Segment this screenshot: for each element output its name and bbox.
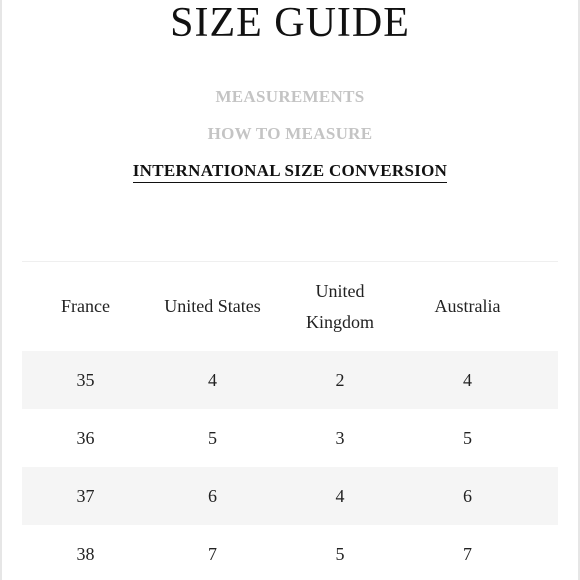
column-header-spacer [531,262,558,351]
size-conversion-table-container [22,261,558,580]
cell-united-kingdom: 5 [335,543,345,564]
cell-france: 35 [76,369,95,390]
column-header-united-kingdom [276,262,404,351]
tab-how-to-measure-label: HOW TO MEASURE [207,124,373,143]
column-header-united-kingdom-line2: Kingdom [305,311,374,332]
tab-measurements-label: MEASUREMENTS [215,87,365,106]
cell-united-states: 4 [208,369,217,390]
cell-france: 36 [76,427,95,448]
cell-france: 37 [76,485,95,506]
cell-spacer [531,467,558,525]
tab-international-size-conversion-label: INTERNATIONAL SIZE CONVERSION [133,161,447,183]
cell-united-states: 7 [208,543,217,564]
tab-how-to-measure[interactable] [0,124,580,144]
cell-united-states: 6 [208,485,217,506]
table-row [22,467,558,525]
cell-spacer [531,409,558,467]
cell-spacer [531,525,558,580]
cell-united-kingdom: 2 [335,369,345,390]
cell-united-kingdom: 3 [335,427,345,448]
table-row [22,525,558,580]
cell-australia: 6 [463,485,472,506]
table-header-row [22,262,558,351]
tab-international-size-conversion[interactable] [0,161,580,183]
table-row [22,409,558,467]
cell-australia: 5 [463,427,472,448]
cell-france: 38 [76,543,95,564]
cell-united-kingdom: 4 [335,485,345,506]
column-header-australia: Australia [434,296,501,316]
column-header-united-states: United States [164,296,261,316]
column-header-united-kingdom-line1: United [315,280,365,301]
cell-australia: 7 [463,543,472,564]
cell-australia: 4 [463,369,472,390]
size-conversion-table [22,262,558,580]
tab-measurements[interactable] [0,87,580,107]
table-row [22,351,558,409]
page-title: SIZE GUIDE [170,0,410,46]
cell-spacer [531,351,558,409]
cell-united-states: 5 [208,427,217,448]
column-header-france: France [61,296,110,316]
